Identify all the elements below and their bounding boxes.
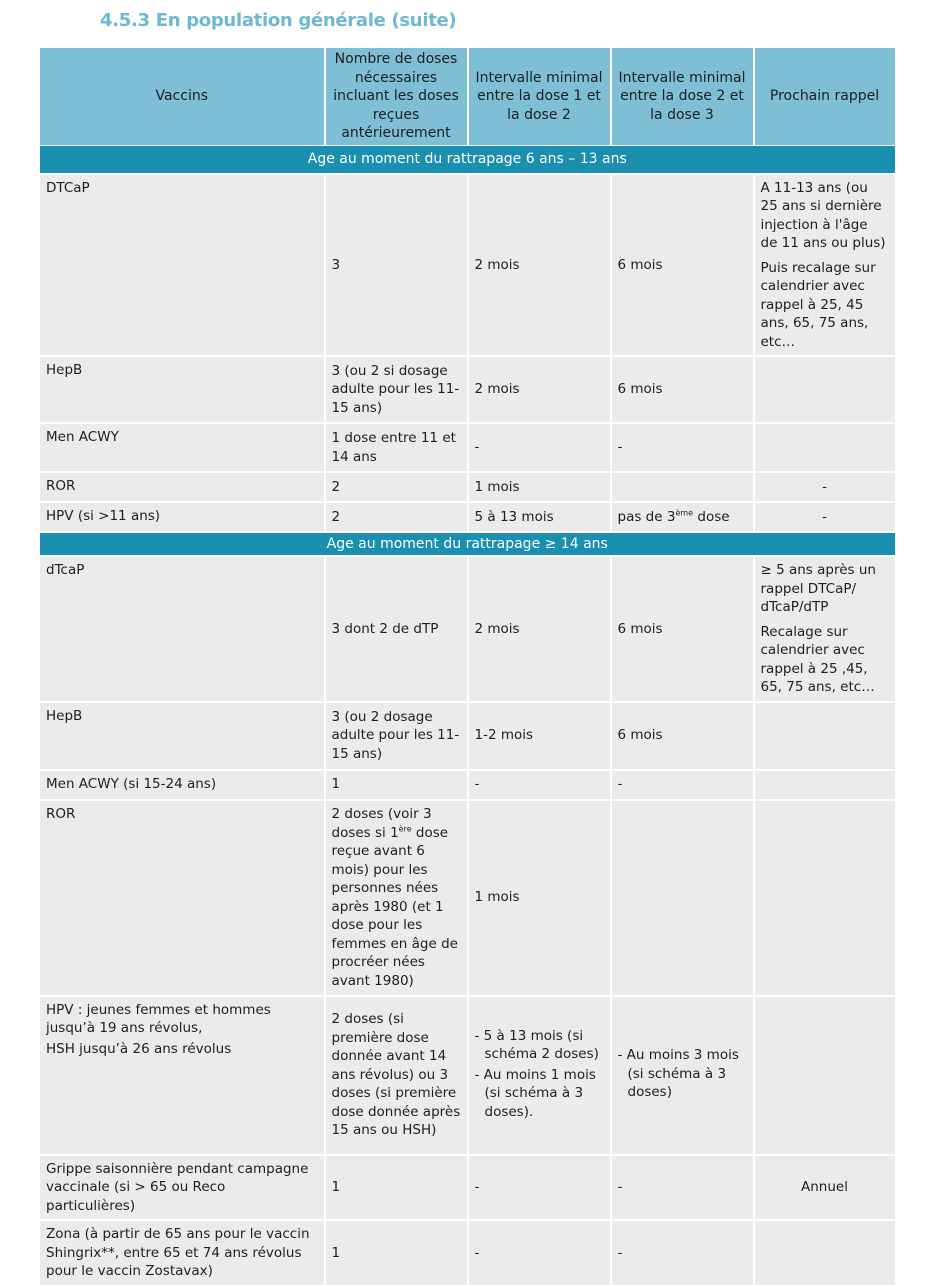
interval-1-2-cell: - (468, 423, 611, 472)
table-header-row (40, 48, 896, 146)
interval-2-3-cell: 6 mois (611, 702, 754, 770)
vaccine-name: HPV (si >11 ans) (40, 502, 325, 532)
interval-item: - 5 à 13 mois (si schéma 2 doses) (474, 1027, 599, 1063)
doses-cell: 1 (325, 1155, 468, 1221)
rappel-cell (754, 174, 896, 357)
table-row (40, 556, 896, 702)
rappel-cell: - (754, 502, 896, 532)
interval-1-2-cell: - (468, 770, 611, 800)
interval-1-2-cell: 1 mois (468, 800, 611, 996)
vaccine-name: Zona (à partir de 65 ans pour le vaccin Shingrix**, entre 65 et 74 ans révolus pour le vaccin Zostavax) (40, 1220, 325, 1286)
rappel-cell: - (754, 472, 896, 502)
rappel-cell (754, 356, 896, 423)
interval-text: pas de 3 (617, 508, 676, 525)
interval-item: - Au moins 3 mois (si schéma à 3 doses) (617, 1047, 739, 1101)
doses-cell: 1 (325, 770, 468, 800)
interval-2-3-cell (611, 996, 754, 1155)
section-row (40, 532, 896, 556)
rappel-cell (754, 423, 896, 472)
vaccine-name: Men ACWY (si 15-24 ans) (40, 770, 325, 800)
interval-2-3-cell (611, 472, 754, 502)
interval-1-2-cell (468, 996, 611, 1155)
rappel-text: ≥ 5 ans après un rappel DTCaP/ dTcaP/dTP (760, 562, 876, 615)
doses-cell (325, 800, 468, 996)
interval-1-2-cell: 1-2 mois (468, 702, 611, 770)
doses-text: dose reçue avant 6 mois) pour les personnes nées après 1980 (et 1 dose pour les femmes en âge de procréer nées avant 1980) (331, 824, 458, 989)
header-vaccins: Vaccins (40, 48, 325, 146)
doses-cell: 3 dont 2 de dTP (325, 556, 468, 702)
interval-1-2-cell: 2 mois (468, 356, 611, 423)
interval-1-2-cell: - (468, 1220, 611, 1286)
interval-1-2-cell: 1 mois (468, 472, 611, 502)
interval-1-2-cell: 5 à 13 mois (468, 502, 611, 532)
superscript: ème (675, 508, 694, 518)
vaccine-name: ROR (40, 472, 325, 502)
vaccine-text: HPV : jeunes femmes et hommes jusqu’à 19 ans révolus, (46, 1001, 271, 1036)
doses-cell: 2 (325, 502, 468, 532)
section-title-6-13: Age au moment du rattrapage 6 ans – 13 ans (40, 145, 896, 174)
doses-cell: 3 (325, 174, 468, 357)
interval-2-3-cell: - (611, 1220, 754, 1286)
doses-cell: 3 (ou 2 si dosage adulte pour les 11-15 ans) (325, 356, 468, 423)
header-rappel: Prochain rappel (754, 48, 896, 146)
doses-cell: 2 doses (si première dose donnée avant 14 ans révolus) ou 3 doses (si première dose donnée après 15 ans ou HSH) (325, 996, 468, 1155)
table-row (40, 356, 896, 423)
rappel-text: Recalage sur calendrier avec rappel à 25 ,45, 65, 75 ans, etc… (760, 623, 875, 695)
vaccination-table (39, 47, 897, 1287)
doses-cell: 1 (325, 1220, 468, 1286)
rappel-cell (754, 702, 896, 770)
vaccine-text: HSH jusqu’à 26 ans révolus (46, 1040, 232, 1057)
table-row (40, 800, 896, 996)
table-row (40, 174, 896, 357)
doses-cell: 3 (ou 2 dosage adulte pour les 11-15 ans) (325, 702, 468, 770)
interval-2-3-cell: 6 mois (611, 356, 754, 423)
interval-1-2-cell: 2 mois (468, 556, 611, 702)
rappel-cell (754, 800, 896, 996)
doses-text: 2 doses (voir 3 doses si 1 (331, 806, 432, 841)
table-row (40, 472, 896, 502)
interval-item: - Au moins 1 mois (si schéma à 3 doses). (474, 1066, 596, 1120)
section-row (40, 145, 896, 174)
rappel-cell (754, 556, 896, 702)
interval-2-3-cell (611, 800, 754, 996)
vaccine-name: HepB (40, 702, 325, 770)
superscript: ère (398, 824, 412, 833)
page-title: 4.5.3 En population générale (suite) (100, 10, 457, 31)
vaccine-name: ROR (40, 800, 325, 996)
doses-cell: 2 (325, 472, 468, 502)
table-row (40, 702, 896, 770)
vaccine-name (40, 996, 325, 1155)
table-row (40, 502, 896, 532)
rappel-text: A 11-13 ans (ou 25 ans si dernière injection à l'âge de 11 ans ou plus) (760, 179, 886, 251)
interval-2-3-cell: 6 mois (611, 174, 754, 357)
interval-2-3-cell (611, 502, 754, 532)
rappel-cell (754, 1220, 896, 1286)
rappel-cell (754, 996, 896, 1155)
interval-2-3-cell: - (611, 770, 754, 800)
header-doses: Nombre de doses nécessaires incluant les doses reçues antérieurement (325, 48, 468, 146)
vaccine-name: Men ACWY (40, 423, 325, 472)
vaccine-name: HepB (40, 356, 325, 423)
interval-2-3-cell: - (611, 1155, 754, 1221)
table-row (40, 1155, 896, 1221)
rappel-cell: Annuel (754, 1155, 896, 1221)
vaccine-name: DTCaP (40, 174, 325, 357)
vaccine-name: Grippe saisonnière pendant campagne vaccinale (si > 65 ou Reco particulières) (40, 1155, 325, 1221)
rappel-text: Puis recalage sur calendrier avec rappel à 25, 45 ans, 65, 75 ans, etc… (760, 259, 876, 350)
section-title-14-plus: Age au moment du rattrapage ≥ 14 ans (40, 532, 896, 556)
doses-cell: 1 dose entre 11 et 14 ans (325, 423, 468, 472)
interval-2-3-cell: 6 mois (611, 556, 754, 702)
vaccine-name: dTcaP (40, 556, 325, 702)
header-interval-1-2: Intervalle minimal entre la dose 1 et la dose 2 (468, 48, 611, 146)
table-row (40, 996, 896, 1155)
header-interval-2-3: Intervalle minimal entre la dose 2 et la dose 3 (611, 48, 754, 146)
interval-text: dose (693, 508, 730, 525)
table-row (40, 1220, 896, 1286)
interval-1-2-cell: 2 mois (468, 174, 611, 357)
interval-2-3-cell: - (611, 423, 754, 472)
table-row (40, 423, 896, 472)
rappel-cell (754, 770, 896, 800)
interval-1-2-cell: - (468, 1155, 611, 1221)
table-row (40, 770, 896, 800)
